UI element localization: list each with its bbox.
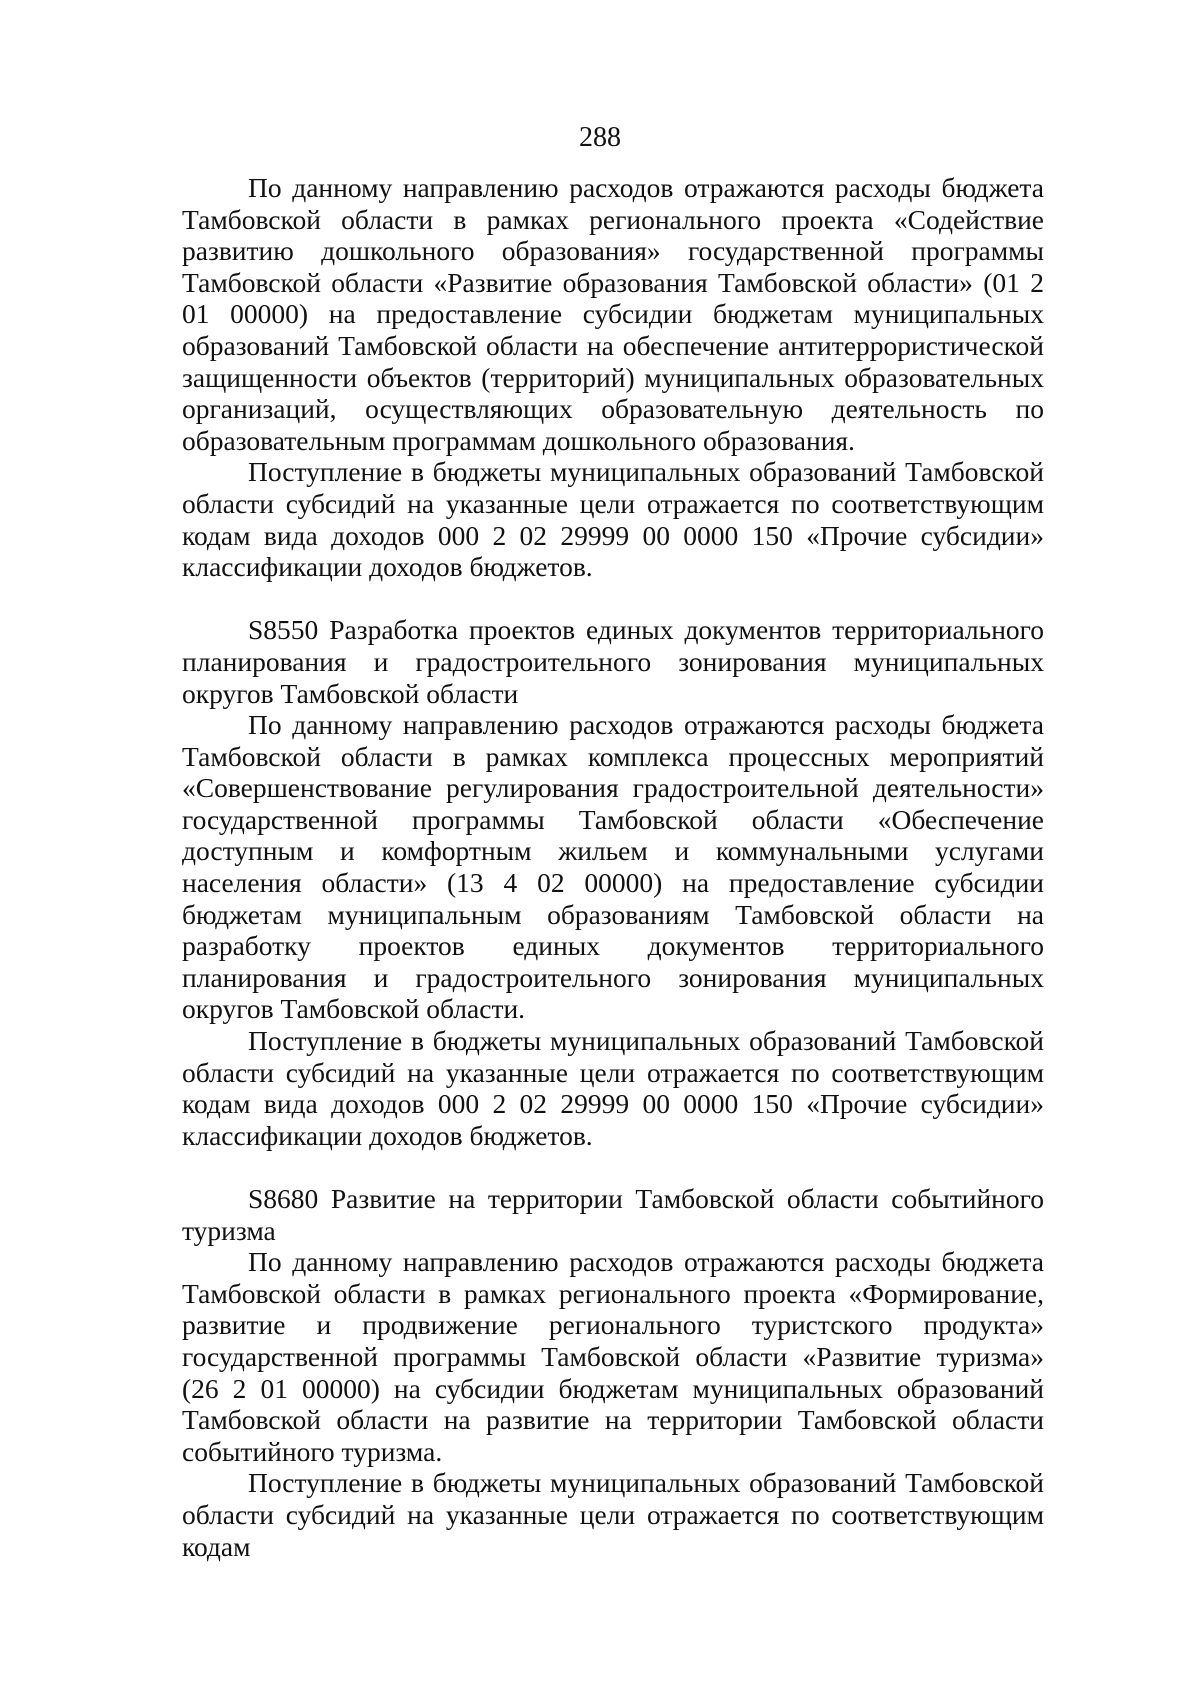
paragraph-expense-preschool-security: По данному направлению расходов отражаются расходы бюджета Тамбовской области в рамках регионального проекта «Содействие развитию дошкольного образования» государственной программы Тамбовской области «Развитие образования Тамбовской области» (01 2 01 00000) на предоставление субсидии бюджетам муниципальных образований Тамбовской области на обеспечение антитеррористической защищенности объектов (территорий) муниципальных образовательных организаций, осуществляющих образовательную деятельность по образовательным программам дошкольного образования. [182, 172, 1044, 456]
page-number: 288 [579, 122, 621, 153]
section-heading-s8680: S8680 Развитие на территории Тамбовской области событийного туризма [182, 1183, 1044, 1246]
section-heading-s8550: S8550 Разработка проектов единых документов территориального планирования и градостроительного зонирования муниципальных округов Тамбовской области [182, 614, 1044, 709]
paragraph-expense-territorial-planning: По данному направлению расходов отражаются расходы бюджета Тамбовской области в рамках комплекса процессных мероприятий «Совершенствование регулирования градостроительной деятельности» государственной программы Тамбовской области «Обеспечение доступным и комфортным жильем и коммунальными услугами населения области» (13 4 02 00000) на предоставление субсидии бюджетам муниципальным образованиям Тамбовской области на разработку проектов единых документов территориального планирования и градостроительного зонирования муниципальных округов Тамбовской области. [182, 709, 1044, 1025]
document-body [182, 172, 1044, 1562]
paragraph-revenue-codes: Поступление в бюджеты муниципальных образований Тамбовской области субсидий на указанные цели отражается по соответствующим кодам [182, 1467, 1044, 1562]
paragraph-revenue-codes: Поступление в бюджеты муниципальных образований Тамбовской области субсидий на указанные цели отражается по соответствующим кодам вида доходов 000 2 02 29999 00 0000 150 «Прочие субсидии» классификации доходов бюджетов. [182, 1025, 1044, 1151]
paragraph-revenue-codes: Поступление в бюджеты муниципальных образований Тамбовской области субсидий на указанные цели отражается по соответствующим кодам вида доходов 000 2 02 29999 00 0000 150 «Прочие субсидии» классификации доходов бюджетов. [182, 456, 1044, 583]
paragraph-expense-event-tourism: По данному направлению расходов отражаются расходы бюджета Тамбовской области в рамках регионального проекта «Формирование, развитие и продвижение регионального туристского продукта» государственной программы Тамбовской области «Развитие туризма» (26 2 01 00000) на субсидии бюджетам муниципальных образований Тамбовской области на развитие на территории Тамбовской области событийного туризма. [182, 1246, 1044, 1467]
